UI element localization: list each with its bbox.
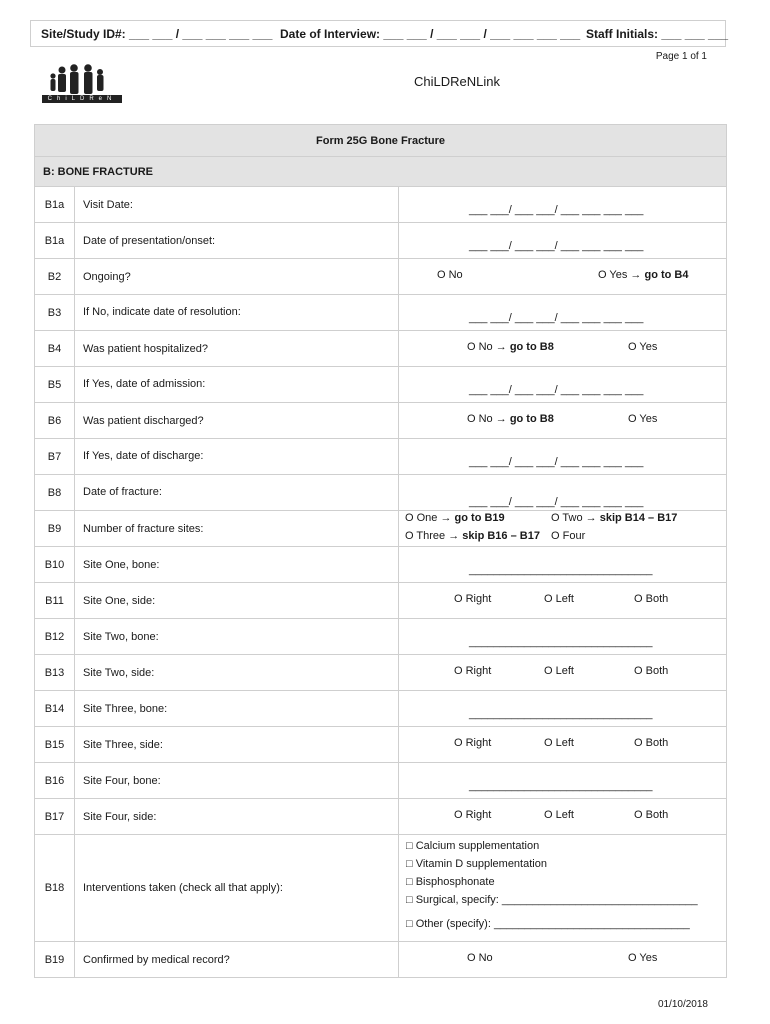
option-label: O Three	[405, 530, 446, 542]
option-both[interactable]: O Both	[634, 809, 669, 821]
option-right[interactable]: O Right	[454, 593, 492, 605]
arrow-right-icon: →	[630, 269, 642, 281]
skip-instruction: go to B8	[509, 341, 554, 353]
row-b13	[35, 655, 727, 691]
skip-instruction: skip B14 – B17	[599, 512, 678, 524]
row-b15	[35, 727, 727, 763]
row-b14	[35, 691, 727, 727]
question-label: Date of presentation/onset:	[75, 223, 399, 259]
row-b9	[35, 511, 727, 547]
staff-initials-field[interactable]: Staff Initials: ___ ___ ___	[586, 27, 729, 41]
checkbox-vitamin-d[interactable]: □ Vitamin D supplementation	[406, 858, 547, 870]
option-label: O Two	[551, 512, 583, 524]
text-blank: ______________________________	[469, 708, 653, 720]
question-code: B15	[35, 727, 75, 763]
answer-cell	[399, 835, 727, 942]
site-four-bone-field[interactable]	[399, 763, 727, 799]
footer-date: 01/10/2018	[657, 999, 708, 1010]
question-label: Ongoing?	[75, 259, 399, 295]
row-b1a-onset	[35, 223, 727, 259]
arrow-right-icon: →	[495, 341, 507, 353]
option-two[interactable]	[551, 512, 677, 524]
question-label: Site Two, side:	[75, 655, 399, 691]
question-label: Date of fracture:	[75, 475, 399, 511]
onset-date-field[interactable]	[399, 223, 727, 259]
checkbox-bisphosphonate[interactable]: □ Bisphosphonate	[406, 876, 495, 888]
question-code: B12	[35, 619, 75, 655]
option-label: O One	[405, 512, 438, 524]
question-label: If Yes, date of admission:	[75, 367, 399, 403]
question-code: B8	[35, 475, 75, 511]
question-label: Visit Date:	[75, 187, 399, 223]
question-code: B6	[35, 403, 75, 439]
option-right[interactable]: O Right	[454, 737, 492, 749]
option-yes[interactable]	[598, 269, 688, 281]
option-one[interactable]	[405, 512, 505, 524]
option-no[interactable]	[467, 413, 554, 425]
question-code: B13	[35, 655, 75, 691]
question-code: B18	[35, 835, 75, 942]
row-b19	[35, 942, 727, 978]
question-code: B19	[35, 942, 75, 978]
text-blank: ______________________________	[469, 780, 653, 792]
row-b10	[35, 547, 727, 583]
question-label: Number of fracture sites:	[75, 511, 399, 547]
question-label: Site Four, bone:	[75, 763, 399, 799]
question-label: Was patient discharged?	[75, 403, 399, 439]
skip-instruction: go to B19	[454, 512, 505, 524]
answer-cell	[399, 655, 727, 691]
question-code: B5	[35, 367, 75, 403]
answer-cell	[399, 942, 727, 978]
question-label: If Yes, date of discharge:	[75, 439, 399, 475]
site-three-bone-field[interactable]	[399, 691, 727, 727]
text-blank: ______________________________	[469, 636, 653, 648]
question-label: Site Three, side:	[75, 727, 399, 763]
question-label: Site Two, bone:	[75, 619, 399, 655]
brand-name: ChiLDReNLink	[414, 74, 500, 89]
answer-cell	[399, 583, 727, 619]
row-b17	[35, 799, 727, 835]
option-left[interactable]: O Left	[544, 809, 574, 821]
date-blank: ___ ___/ ___ ___/ ___ ___ ___ ___	[469, 312, 644, 324]
row-b4	[35, 331, 727, 367]
option-yes[interactable]: O Yes	[628, 952, 658, 964]
question-code: B17	[35, 799, 75, 835]
option-label: O No	[467, 413, 493, 425]
option-label: O Yes	[598, 269, 628, 281]
date-blank: ___ ___/ ___ ___/ ___ ___ ___ ___	[469, 384, 644, 396]
date-blank: ___ ___/ ___ ___/ ___ ___ ___ ___	[469, 240, 644, 252]
resolution-date-field[interactable]	[399, 295, 727, 331]
row-b11	[35, 583, 727, 619]
option-left[interactable]: O Left	[544, 737, 574, 749]
option-left[interactable]: O Left	[544, 593, 574, 605]
fracture-date-field[interactable]	[399, 475, 727, 511]
answer-cell	[399, 727, 727, 763]
row-b7	[35, 439, 727, 475]
header-bar	[30, 20, 729, 47]
option-no[interactable]	[467, 341, 554, 353]
question-code: B1a	[35, 187, 75, 223]
checkbox-calcium[interactable]: □ Calcium supplementation	[406, 840, 540, 852]
site-study-id-field[interactable]: Site/Study ID#: ___ ___ / ___ ___ ___ ___	[41, 27, 273, 41]
row-b3	[35, 295, 727, 331]
bone-fracture-form	[34, 124, 727, 978]
answer-cell	[399, 799, 727, 835]
arrow-right-icon: →	[495, 413, 507, 425]
row-b16	[35, 763, 727, 799]
text-blank: ______________________________	[469, 564, 653, 576]
question-code: B9	[35, 511, 75, 547]
question-label: Was patient hospitalized?	[75, 331, 399, 367]
skip-instruction: go to B8	[509, 413, 554, 425]
visit-date-field[interactable]	[399, 187, 727, 223]
question-code: B2	[35, 259, 75, 295]
question-label: Site One, side:	[75, 583, 399, 619]
arrow-right-icon: →	[585, 512, 597, 524]
date-of-interview-field[interactable]: Date of Interview: ___ ___ / ___ ___ / ___ ___ ___ ___	[280, 27, 581, 41]
question-code: B14	[35, 691, 75, 727]
site-one-bone-field[interactable]	[399, 547, 727, 583]
arrow-right-icon: →	[440, 512, 452, 524]
option-right[interactable]: O Right	[454, 809, 492, 821]
question-label: Site Three, bone:	[75, 691, 399, 727]
section-title: B: BONE FRACTURE	[35, 157, 727, 187]
question-code: B16	[35, 763, 75, 799]
question-label: Interventions taken (check all that apply):	[75, 835, 399, 942]
admission-date-field[interactable]	[399, 367, 727, 403]
question-label: If No, indicate date of resolution:	[75, 295, 399, 331]
row-b1a-visit	[35, 187, 727, 223]
option-right[interactable]: O Right	[454, 665, 492, 677]
question-label: Confirmed by medical record?	[75, 942, 399, 978]
answer-cell	[399, 259, 727, 295]
answer-cell	[399, 511, 727, 547]
answer-cell	[399, 331, 727, 367]
skip-instruction: skip B16 – B17	[462, 530, 540, 542]
option-no[interactable]: O No	[437, 269, 463, 281]
site-two-bone-field[interactable]	[399, 619, 727, 655]
option-yes[interactable]: O Yes	[628, 341, 658, 353]
option-four[interactable]: O Four	[551, 530, 586, 542]
option-both[interactable]: O Both	[634, 665, 669, 677]
checkbox-other[interactable]: □ Other (specify): ________________________________	[406, 918, 690, 930]
date-blank: ___ ___/ ___ ___/ ___ ___ ___ ___	[469, 204, 644, 216]
question-code: B3	[35, 295, 75, 331]
row-b12	[35, 619, 727, 655]
row-b18	[35, 835, 727, 942]
row-b8	[35, 475, 727, 511]
skip-instruction: go to B4	[644, 269, 689, 281]
question-code: B11	[35, 583, 75, 619]
checkbox-surgical[interactable]: □ Surgical, specify: ________________________________	[406, 894, 698, 906]
option-both[interactable]: O Both	[634, 737, 669, 749]
row-b2	[35, 259, 727, 295]
row-b5	[35, 367, 727, 403]
answer-cell	[399, 403, 727, 439]
question-label: Site One, bone:	[75, 547, 399, 583]
question-label: Site Four, side:	[75, 799, 399, 835]
option-label: O No	[467, 341, 493, 353]
option-three[interactable]	[405, 530, 540, 542]
arrow-right-icon: →	[448, 530, 460, 542]
option-left[interactable]: O Left	[544, 665, 574, 677]
question-code: B7	[35, 439, 75, 475]
date-blank: ___ ___/ ___ ___/ ___ ___ ___ ___	[469, 456, 644, 468]
option-yes[interactable]: O Yes	[628, 413, 658, 425]
form-title: Form 25G Bone Fracture	[35, 125, 727, 157]
option-both[interactable]: O Both	[634, 593, 669, 605]
question-code: B4	[35, 331, 75, 367]
question-code: B10	[35, 547, 75, 583]
option-no[interactable]: O No	[467, 952, 493, 964]
discharge-date-field[interactable]	[399, 439, 727, 475]
logo-text: ChiLDReN	[42, 95, 122, 103]
page-number: Page 1 of 1	[655, 51, 707, 62]
date-blank: ___ ___/ ___ ___/ ___ ___ ___ ___	[469, 496, 644, 508]
row-b6	[35, 403, 727, 439]
question-code: B1a	[35, 223, 75, 259]
